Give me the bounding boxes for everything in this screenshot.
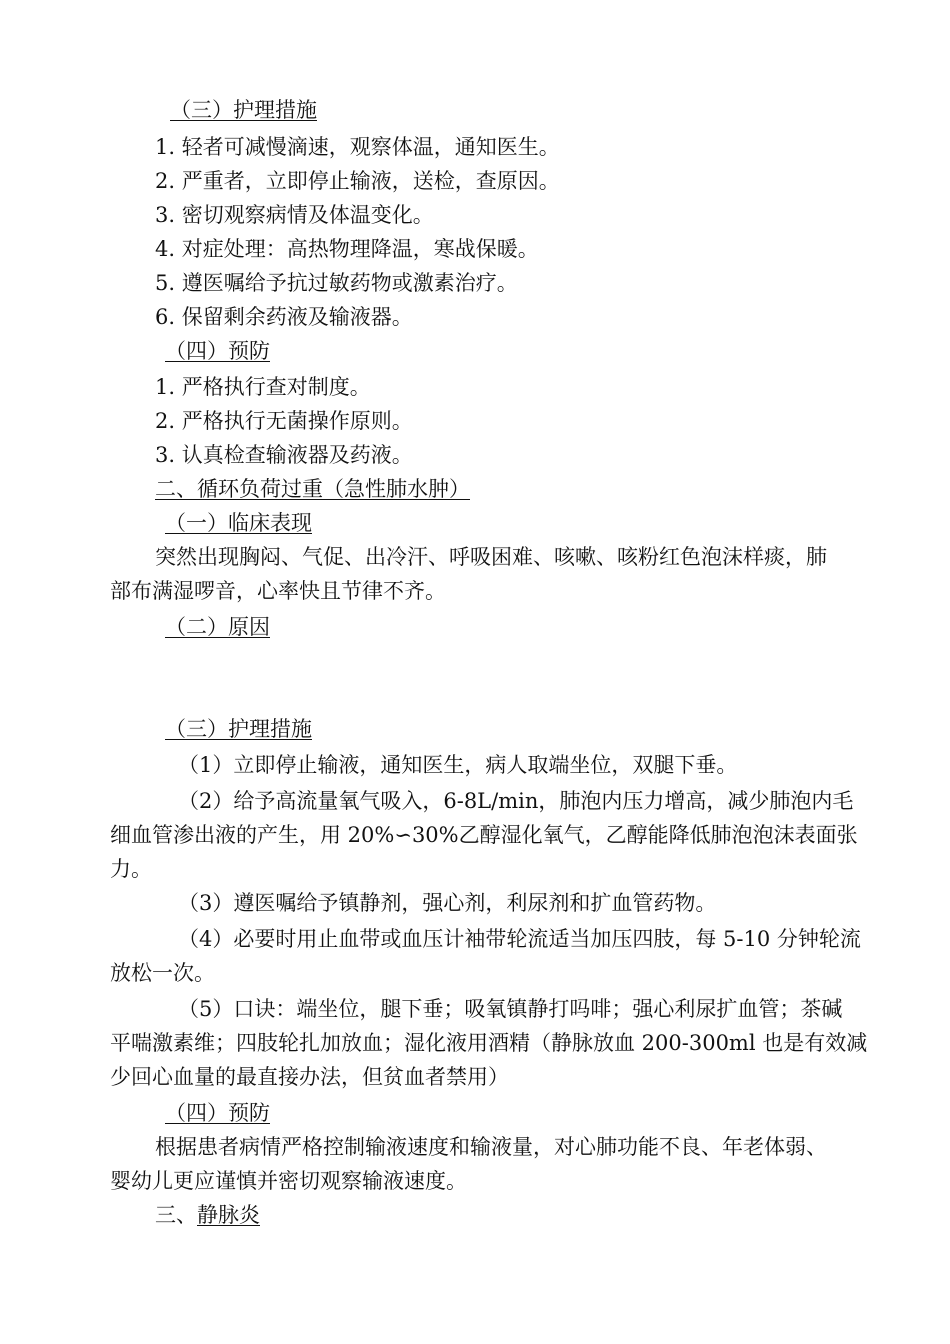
paragraph-line: 细血管渗出液的产生，用 20%∽30%乙醇湿化氧气，乙醇能降低肺泡泡沫表面张 bbox=[110, 823, 858, 847]
section-heading-nursing-measures-2: （三）护理措施 bbox=[165, 717, 312, 741]
chapter-title-circulatory-overload: 二、循环负荷过重（急性肺水肿） bbox=[155, 477, 470, 501]
chapter-title-text: 静脉炎 bbox=[197, 1203, 260, 1227]
paragraph-line: 部布满湿啰音，心率快且节律不齐。 bbox=[110, 579, 446, 603]
paragraph-line: 少回心血量的最直接办法，但贫血者禁用） bbox=[110, 1065, 509, 1089]
section-heading-prevention-2: （四）预防 bbox=[165, 1101, 270, 1125]
list-item: 4. 对症处理：高热物理降温，寒战保暖。 bbox=[155, 237, 539, 261]
paragraph-line: 放松一次。 bbox=[110, 961, 215, 985]
paragraph-line: 力。 bbox=[110, 857, 152, 881]
paragraph-line: （3）遵医嘱给予镇静剂，强心剂，利尿剂和扩血管药物。 bbox=[178, 891, 717, 915]
paragraph-line: （1）立即停止输液，通知医生，病人取端坐位，双腿下垂。 bbox=[178, 753, 738, 777]
paragraph-line: （4）必要时用止血带或血压计袖带轮流适当加压四肢，每 5-10 分钟轮流 bbox=[178, 927, 861, 951]
paragraph-line: 婴幼儿更应谨慎并密切观察输液速度。 bbox=[110, 1169, 467, 1193]
list-item: 1. 轻者可减慢滴速，观察体温，通知医生。 bbox=[155, 135, 560, 159]
chapter-prefix: 三、 bbox=[155, 1203, 197, 1227]
list-item: 2. 严格执行无菌操作原则。 bbox=[155, 409, 413, 433]
section-heading-prevention: （四）预防 bbox=[165, 339, 270, 363]
section-heading-nursing-measures: （三）护理措施 bbox=[170, 98, 317, 122]
paragraph-line: （2）给予高流量氧气吸入，6-8L/min，肺泡内压力增高，减少肺泡内毛 bbox=[178, 789, 854, 813]
paragraph-line: （5）口诀：端坐位，腿下垂；吸氧镇静打吗啡；强心利尿扩血管；茶碱 bbox=[178, 997, 843, 1021]
list-item: 5. 遵医嘱给予抗过敏药物或激素治疗。 bbox=[155, 271, 518, 295]
paragraph-line: 根据患者病情严格控制输液速度和输液量，对心肺功能不良、年老体弱、 bbox=[155, 1135, 827, 1159]
chapter-title-phlebitis bbox=[155, 1202, 260, 1228]
list-item: 2. 严重者，立即停止输液，送检，查原因。 bbox=[155, 169, 560, 193]
list-item: 1. 严格执行查对制度。 bbox=[155, 375, 371, 399]
list-item: 3. 密切观察病情及体温变化。 bbox=[155, 203, 434, 227]
list-item: 3. 认真检查输液器及药液。 bbox=[155, 443, 413, 467]
list-item: 6. 保留剩余药液及输液器。 bbox=[155, 305, 413, 329]
paragraph-line: 突然出现胸闷、气促、出冷汗、呼吸困难、咳嗽、咳粉红色泡沫样痰，肺 bbox=[155, 545, 827, 569]
section-heading-cause: （二）原因 bbox=[165, 615, 270, 639]
paragraph-line: 平喘激素维；四肢轮扎加放血；湿化液用酒精（静脉放血 200-300ml 也是有效减 bbox=[110, 1031, 868, 1055]
section-heading-clinical: （一）临床表现 bbox=[165, 511, 312, 535]
